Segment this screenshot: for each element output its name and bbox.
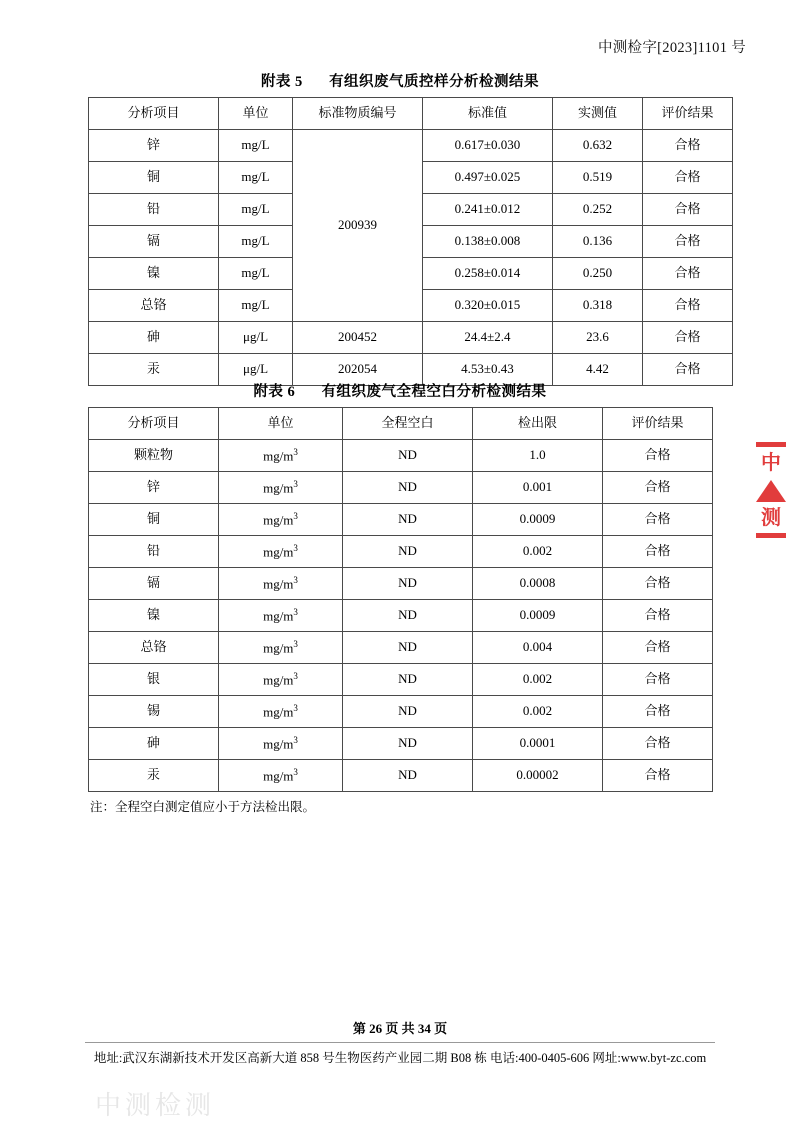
table6-blank: ND xyxy=(343,536,473,568)
table6-blank: ND xyxy=(343,760,473,792)
table-row xyxy=(89,130,733,162)
table6-result: 合格 xyxy=(603,664,713,696)
table-row xyxy=(89,440,713,472)
table6-blank: ND xyxy=(343,664,473,696)
table5-header-cell: 标准物质编号 xyxy=(293,98,423,130)
table6-header-cell: 单位 xyxy=(219,408,343,440)
table6-limit: 0.001 xyxy=(473,472,603,504)
table5-unit: μg/L xyxy=(219,322,293,354)
table6-unit: $mg/m^3$ xyxy=(219,504,343,536)
table5-header-cell: 评价结果 xyxy=(643,98,733,130)
table5-item: 汞 xyxy=(89,354,219,386)
table6-limit: 0.0009 xyxy=(473,600,603,632)
document-reference-number: 中测检字[2023]1101 号 xyxy=(597,40,746,56)
table5-measured: 0.136 xyxy=(553,226,643,258)
stamp-bar-icon xyxy=(756,442,786,447)
table6-blank: ND xyxy=(343,504,473,536)
table5-result: 合格 xyxy=(643,258,733,290)
table5-result: 合格 xyxy=(643,130,733,162)
table6-result: 合格 xyxy=(603,696,713,728)
stamp-bar-icon xyxy=(756,533,786,538)
table6-note: 注：全程空白测定值应小于方法检出限。 xyxy=(90,800,316,814)
table-row xyxy=(89,504,713,536)
table6-result: 合格 xyxy=(603,600,713,632)
table-row xyxy=(89,760,713,792)
table6 xyxy=(88,407,713,792)
table5-title-text: 有组织废气质控样分析检测结果 xyxy=(329,74,540,90)
table5-measured: 23.6 xyxy=(553,322,643,354)
table6-item: 砷 xyxy=(89,728,219,760)
table6-limit: 0.00002 xyxy=(473,760,603,792)
table5-code-merged: 200939 xyxy=(293,130,423,322)
table6-item: 铅 xyxy=(89,536,219,568)
table5-header-row xyxy=(89,98,733,130)
table-row xyxy=(89,472,713,504)
table5-standard: 24.4±2.4 xyxy=(423,322,553,354)
table6-blank: ND xyxy=(343,728,473,760)
table6-header-cell: 全程空白 xyxy=(343,408,473,440)
table6-blank: ND xyxy=(343,696,473,728)
table6-header-row xyxy=(89,408,713,440)
company-address-footer: 地址:武汉东湖新技术开发区高新大道 858 号生物医药产业园二期 B08 栋 电话:400-0405-606 网址:www.byt-zc.com xyxy=(93,1051,707,1065)
table-row xyxy=(89,728,713,760)
table6-limit: 0.002 xyxy=(473,664,603,696)
table6-title xyxy=(88,380,712,401)
table5-code: 202054 xyxy=(293,354,423,386)
red-seal-stamp xyxy=(748,440,794,610)
table6-limit: 0.004 xyxy=(473,632,603,664)
table6-unit: $mg/m^3$ xyxy=(219,568,343,600)
table6-limit: 0.002 xyxy=(473,696,603,728)
table6-unit: $mg/m^3$ xyxy=(219,472,343,504)
table6-item: 锡 xyxy=(89,696,219,728)
table5-unit: mg/L xyxy=(219,130,293,162)
table6-item: 铜 xyxy=(89,504,219,536)
table6-limit: 1.0 xyxy=(473,440,603,472)
table5-header-cell: 标准值 xyxy=(423,98,553,130)
table6-item: 锌 xyxy=(89,472,219,504)
table6-header-cell: 分析项目 xyxy=(89,408,219,440)
table5-result: 合格 xyxy=(643,354,733,386)
table5-measured: 0.252 xyxy=(553,194,643,226)
table5-item: 砷 xyxy=(89,322,219,354)
table5-measured: 0.318 xyxy=(553,290,643,322)
table6-body xyxy=(89,440,713,792)
table5-result: 合格 xyxy=(643,226,733,258)
table5-unit: mg/L xyxy=(219,290,293,322)
table5-item: 镍 xyxy=(89,258,219,290)
table5-item: 铜 xyxy=(89,162,219,194)
watermark-text: 中测检测 xyxy=(95,1091,216,1120)
table5-unit: μg/L xyxy=(219,354,293,386)
table5-unit: mg/L xyxy=(219,258,293,290)
table5-standard: 0.320±0.015 xyxy=(423,290,553,322)
stamp-triangle-icon xyxy=(756,480,786,502)
table5-measured: 0.632 xyxy=(553,130,643,162)
table5 xyxy=(88,97,733,386)
table6-unit: $mg/m^3$ xyxy=(219,664,343,696)
table5-result: 合格 xyxy=(643,162,733,194)
table6-header-cell: 评价结果 xyxy=(603,408,713,440)
table6-blank: ND xyxy=(343,440,473,472)
table5-item: 总铬 xyxy=(89,290,219,322)
table6-unit: $mg/m^3$ xyxy=(219,728,343,760)
table6-limit: 0.002 xyxy=(473,536,603,568)
table6-blank: ND xyxy=(343,632,473,664)
table6-title-number: 附表 6 xyxy=(253,384,296,400)
table-row xyxy=(89,632,713,664)
table6-item: 镍 xyxy=(89,600,219,632)
table6-unit: $mg/m^3$ xyxy=(219,440,343,472)
table6-block xyxy=(88,380,712,815)
table6-limit: 0.0001 xyxy=(473,728,603,760)
table5-unit: mg/L xyxy=(219,162,293,194)
table5-unit: mg/L xyxy=(219,194,293,226)
table6-header-cell: 检出限 xyxy=(473,408,603,440)
table5-title-number: 附表 5 xyxy=(260,74,303,90)
table6-unit: $mg/m^3$ xyxy=(219,760,343,792)
table6-item: 颗粒物 xyxy=(89,440,219,472)
table-row xyxy=(89,696,713,728)
table6-unit: $mg/m^3$ xyxy=(219,600,343,632)
table5-header-cell: 单位 xyxy=(219,98,293,130)
table6-unit: $mg/m^3$ xyxy=(219,536,343,568)
table5-unit: mg/L xyxy=(219,226,293,258)
table5-item: 镉 xyxy=(89,226,219,258)
table6-item: 银 xyxy=(89,664,219,696)
table6-blank: ND xyxy=(343,472,473,504)
table5-measured: 4.42 xyxy=(553,354,643,386)
table6-limit: 0.0009 xyxy=(473,504,603,536)
stamp-text-bottom: 测 xyxy=(761,507,781,529)
table6-result: 合格 xyxy=(603,536,713,568)
table5-standard: 0.617±0.030 xyxy=(423,130,553,162)
table6-result: 合格 xyxy=(603,760,713,792)
table5-standard: 4.53±0.43 xyxy=(423,354,553,386)
table6-item: 总铬 xyxy=(89,632,219,664)
table6-result: 合格 xyxy=(603,472,713,504)
table6-item: 镉 xyxy=(89,568,219,600)
table6-limit: 0.0008 xyxy=(473,568,603,600)
table5-result: 合格 xyxy=(643,194,733,226)
table5-standard: 0.241±0.012 xyxy=(423,194,553,226)
table5-measured: 0.519 xyxy=(553,162,643,194)
stamp-text-top: 中 xyxy=(761,452,781,474)
table-row xyxy=(89,568,713,600)
table6-result: 合格 xyxy=(603,568,713,600)
table5-code: 200452 xyxy=(293,322,423,354)
table5-header-cell: 分析项目 xyxy=(89,98,219,130)
table-row xyxy=(89,536,713,568)
table5-result: 合格 xyxy=(643,322,733,354)
table-row xyxy=(89,322,733,354)
table6-blank: ND xyxy=(343,568,473,600)
page-number-footer: 第 26 页 共 34 页 xyxy=(352,1021,448,1036)
table5-standard: 0.497±0.025 xyxy=(423,162,553,194)
table6-item: 汞 xyxy=(89,760,219,792)
table5-block xyxy=(88,70,712,386)
table5-result: 合格 xyxy=(643,290,733,322)
table5-header-cell: 实测值 xyxy=(553,98,643,130)
table-row xyxy=(89,664,713,696)
table5-item: 铅 xyxy=(89,194,219,226)
table6-result: 合格 xyxy=(603,440,713,472)
table6-result: 合格 xyxy=(603,504,713,536)
table6-result: 合格 xyxy=(603,728,713,760)
table-row xyxy=(89,600,713,632)
table5-item: 锌 xyxy=(89,130,219,162)
table5-title xyxy=(88,70,712,91)
table6-result: 合格 xyxy=(603,632,713,664)
table6-title-text: 有组织废气全程空白分析检测结果 xyxy=(321,384,547,400)
table6-blank: ND xyxy=(343,600,473,632)
table5-standard: 0.258±0.014 xyxy=(423,258,553,290)
footer-divider xyxy=(85,1042,715,1043)
table5-measured: 0.250 xyxy=(553,258,643,290)
table6-unit: $mg/m^3$ xyxy=(219,632,343,664)
table6-unit: $mg/m^3$ xyxy=(219,696,343,728)
table5-standard: 0.138±0.008 xyxy=(423,226,553,258)
